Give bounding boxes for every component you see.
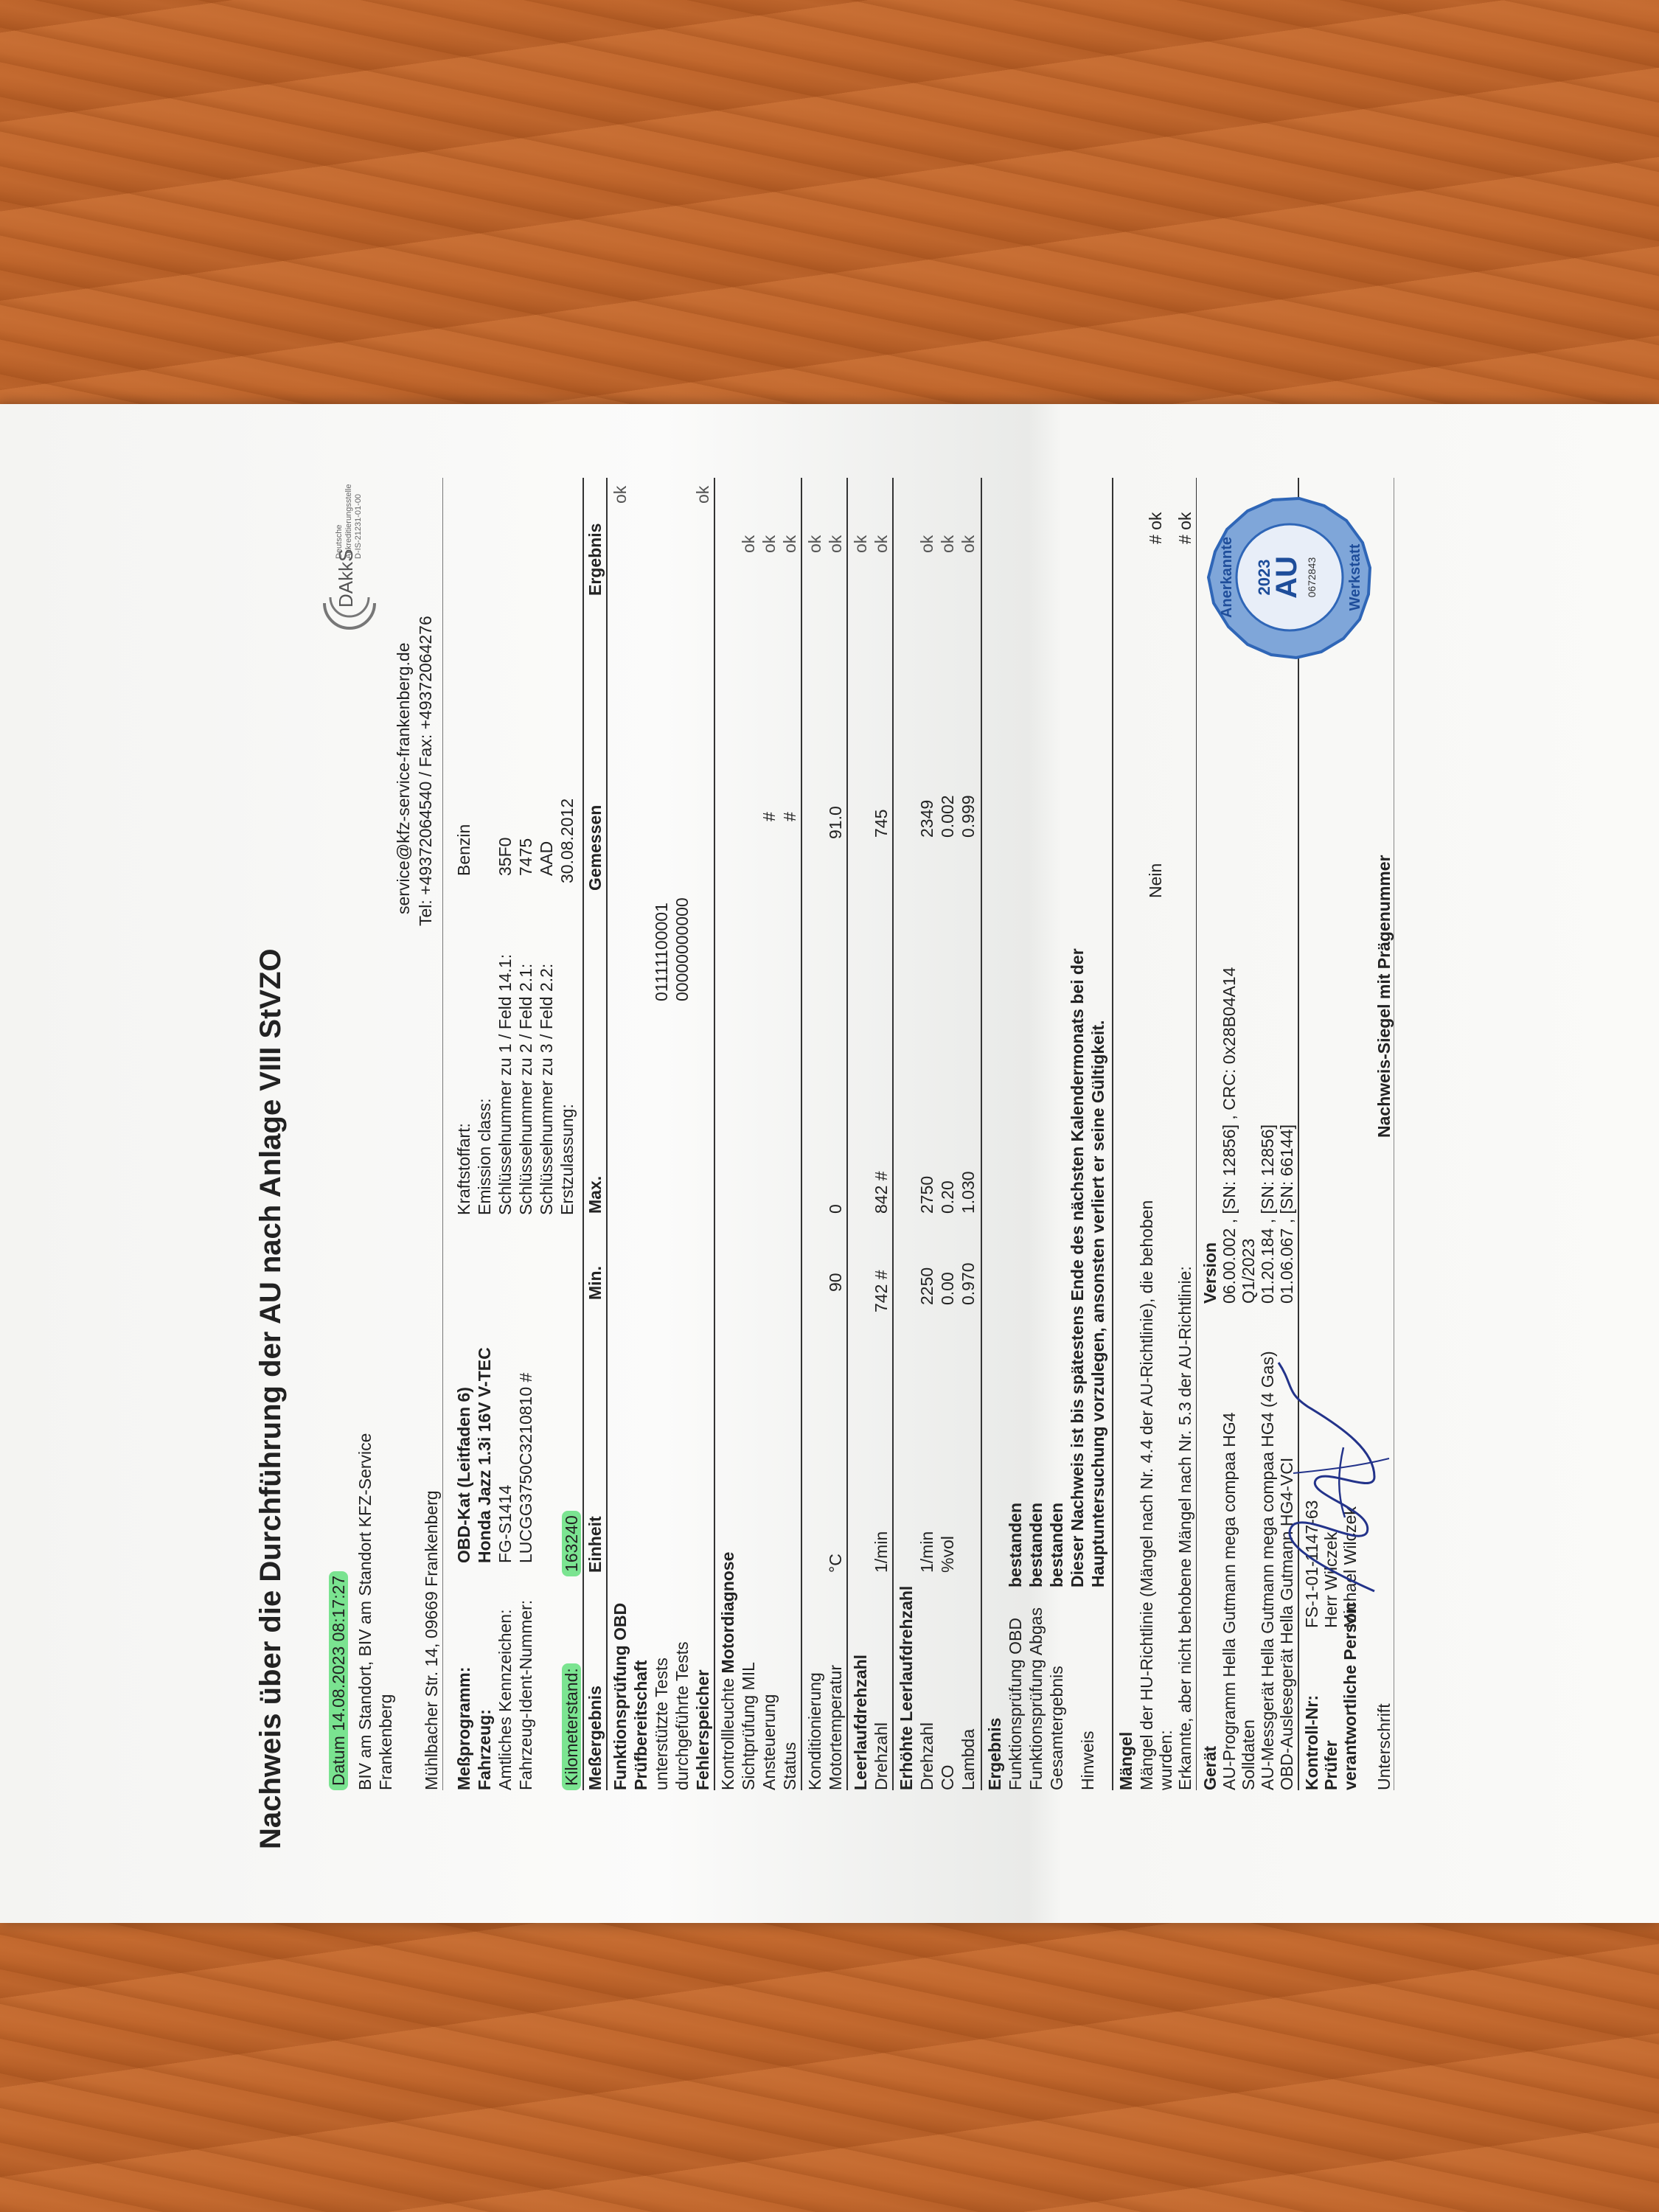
leer-title-result: ok [851,535,870,553]
kond-title-result: ok [805,535,824,553]
ergebnis-abgas-value: bestanden [1026,1502,1046,1587]
header-divider [442,478,443,1790]
signature [1264,1340,1397,1606]
mil-status-result: ok [780,535,799,553]
company-address: Mühlbacher Str. 14, 09669 Frankenberg [422,1490,441,1790]
au-certificate [254,478,1397,1849]
hinweis-line-2: Hauptuntersuchung vorzulegen, ansonsten verliert er seine Gültigkeit. [1088,1020,1107,1587]
header-min: Min. [585,1266,605,1300]
mil-ansteuerung-result: ok [759,535,779,553]
ergebnis-obd-value: bestanden [1006,1502,1025,1587]
hinweis-line-1: Dieser Nachweis ist bis spätestens Ende des nächsten Kalendermonats bei der [1068,948,1087,1587]
mil-status: Status [780,1742,799,1790]
rule-ergebnis [1112,478,1113,1790]
rule-kond [846,478,848,1790]
geraet-obd-auslese: OBD-Auslesegerät Hella Gutmann HG4-VCI [1277,1457,1296,1790]
value-sn2: 7475 [516,838,535,876]
geraet-version-label: Version [1200,1242,1220,1304]
svg-text:Anerkannte: Anerkannte [1219,536,1235,619]
leer-result: ok [872,535,891,553]
header-messergebnis: Meßergebnis [585,1686,605,1790]
label-kennzeichen: Amtliches Kennzeichen: [495,1609,515,1790]
company-line-2: Frankenberg [376,1694,395,1790]
label-sn3: Schlüsselnummer zu 3 / Feld 2.2: [537,963,556,1215]
value-kennzeichen: FG-S1414 [495,1484,515,1563]
label-ident: Fahrzeug-Ident-Nummer: [516,1599,535,1790]
ergebnis-obd-label: Funktionsprüfung OBD [1006,1618,1025,1790]
value-kraftstoff: Benzin [454,824,473,876]
kontroll-nr-label: Kontroll-Nr: [1302,1694,1321,1790]
pruefer-label: Prüfer [1321,1740,1340,1790]
erh-drehzahl-unit: 1/min [917,1531,936,1573]
obd-durchgefuehrt-value: 00000000000 [672,897,692,1001]
geraet-messgeraet-version: 01.20.184 , [SN: 12856] [1258,1124,1277,1304]
value-sn1: 35F0 [495,837,515,876]
label-fahrzeug: Fahrzeug: [475,1709,494,1790]
obd-durchgefuehrt: durchgeführte Tests [672,1641,692,1790]
erh-drehzahl: Drehzahl [917,1722,936,1790]
value-messprogramm: OBD-Kat (Leitfaden 6) [454,1387,473,1563]
geraet-title: Gerät [1200,1745,1220,1790]
maengel-line-2-result: # ok [1175,512,1194,544]
geraet-solldaten-version: Q1/2023 [1239,1238,1258,1304]
kond-temp-max: 0 [826,1204,845,1214]
au-seal [1205,493,1374,662]
geraet-messgeraet: AU-Messgerät Hella Gutmann mega compaa HG4 (4 Gas) [1258,1351,1277,1790]
value-ez: 30.08.2012 [557,798,577,883]
table-top-rule [582,478,584,1790]
kond-temp-unit: °C [826,1554,845,1573]
obd-fehlerspeicher: Fehlerspeicher [693,1669,712,1790]
label-sn1: Schlüsselnummer zu 1 / Feld 14.1: [495,953,515,1215]
maengel-line-2: Erkannte, aber nicht behobene Mängel nach Nr. 5.3 der AU-Richtlinie: [1175,1266,1194,1790]
svg-text:Werkstatt: Werkstatt [1347,543,1363,611]
maengel-line-1b: wurden: [1156,1730,1175,1790]
leer-drehzahl: Drehzahl [872,1722,891,1790]
company-email: service@kfz-service-frankenberg.de [394,642,413,914]
maengel-title: Mängel [1116,1731,1135,1790]
svg-text:AU: AU [1270,556,1303,599]
leer-min: 742 # [872,1270,891,1312]
erh-drehzahl-value: 2349 [917,799,936,838]
rule-maengel [1196,478,1197,1790]
maengel-line-1-result: # ok [1146,512,1165,544]
header-einheit: Einheit [585,1516,605,1573]
leer-title: Leerlaufdrehzahl [851,1654,870,1790]
svg-text:0672843: 0672843 [1306,557,1318,598]
obd-unterstuetzt: unterstützte Tests [652,1658,671,1790]
maengel-line-1: Mängel der HU-Richtlinie (Mängel nach Nr. 4.4 der AU-Richtlinie), die behoben [1137,1200,1156,1790]
company-phone: Tel: +49372064540 / Fax: +49372064276 [416,616,435,926]
maengel-value: Nein [1146,863,1165,898]
erh-lambda-min: 0.970 [959,1262,978,1305]
pruefer-value: Herr Wilczek [1321,1531,1340,1628]
value-ident: LUCGG3750C3210810 # [516,1372,535,1563]
obd-title-result: ok [611,485,630,504]
mil-sicht-result: ok [739,535,758,553]
geraet-solldaten: Solldaten [1239,1719,1258,1790]
header-ergebnis: Ergebnis [585,523,605,596]
geraet-au-programm-version: 06.00.002 , [SN: 12856] , CRC: 0x28B04A14 [1220,967,1239,1304]
ergebnis-gesamt-value: bestanden [1047,1502,1066,1587]
obd-unterstuetzt-value: 01111100001 [652,902,671,1001]
label-emission: Emission class: [475,1098,494,1215]
mil-ansteuerung-value: # [759,812,779,821]
kond-title: Konditionierung [805,1672,824,1790]
mil-status-value: # [780,812,799,821]
rule-obd [714,478,715,1790]
erh-co-unit: %vol [938,1536,957,1573]
siegel-label: Nachweis-Siegel mit Prägenummer [1374,855,1394,1138]
leer-value: 745 [872,809,891,838]
erh-title: Erhöhte Leerlaufdrehzahl [897,1585,916,1790]
erh-lambda-value: 0.999 [959,795,978,838]
geraet-obd-auslese-version: 01.06.067 , [SN: 66144] [1277,1124,1296,1304]
ergebnis-title: Ergebnis [985,1717,1004,1790]
label-sn2: Schlüsselnummer zu 2 / Feld 2.1: [516,963,535,1215]
leer-unit: 1/min [872,1531,891,1573]
value-fahrzeug: Honda Jazz 1.3i 16V V-TEC [475,1347,494,1563]
erh-co-min: 0.00 [938,1272,957,1305]
erh-drehzahl-max: 2750 [917,1175,936,1214]
header-max: Max. [585,1175,605,1214]
erh-lambda: Lambda [959,1728,978,1790]
erh-drehzahl-result: ok [917,535,936,553]
erh-co-result: ok [938,535,957,553]
erh-co: CO [938,1764,957,1790]
value-km: 163240 [562,1511,582,1576]
company-line-1: BIV am Standort, BIV am Standort KFZ-Service [355,1433,375,1790]
obd-title: Funktionsprüfung OBD [611,1602,630,1790]
obd-fehlerspeicher-result: ok [693,485,712,504]
rule-mil [801,478,802,1790]
mil-title: Kontrollleuchte Motordiagnose [718,1551,737,1790]
kond-temp-result: ok [826,535,845,553]
erh-co-max: 0.20 [938,1180,957,1214]
label-kraftstoff: Kraftstoffart: [454,1123,473,1215]
hinweis-label: Hinweis [1078,1731,1097,1790]
geraet-au-programm: AU-Programm Hella Gutmann mega compaa HG4 [1220,1412,1239,1790]
label-km: Kilometerstand: [562,1663,582,1790]
dakks-logo: DAkkS Deutsche Akkreditierungsstelle D-IS-21231-01-00 [320,500,408,633]
rule-erh [981,478,982,1790]
kontroll-nr-value: FS-1-01-1147-63 [1302,1500,1321,1628]
erh-lambda-max: 1.030 [959,1171,978,1214]
verantwortliche-person-value: Michael Wilczek [1340,1506,1360,1628]
leer-max: 842 # [872,1171,891,1214]
mil-ansteuerung: Ansteuerung [759,1694,779,1790]
erh-drehzahl-min: 2250 [917,1267,936,1305]
mil-sicht: Sichtprüfung MIL [739,1662,758,1790]
ergebnis-gesamt-label: Gesamtergebnis [1047,1666,1066,1790]
header-gemessen: Gemessen [585,804,605,891]
erh-lambda-result: ok [959,535,978,553]
unterschrift-label: Unterschrift [1374,1703,1394,1790]
datum: Datum 14.08.2023 08:17:27 [329,1571,349,1790]
ergebnis-abgas-label: Funktionsprüfung Abgas [1026,1607,1046,1790]
label-messprogramm: Meßprogramm: [454,1666,473,1790]
erh-co-value: 0.002 [938,795,957,838]
rule-leer [892,478,894,1790]
svg-text:2023: 2023 [1255,559,1273,596]
kond-temp-min: 90 [826,1273,845,1292]
document-title: Nachweis über die Durchführung der AU nach Anlage VIII StVZO [254,948,287,1849]
kond-temp: Motortemperatur [826,1664,845,1790]
verantwortliche-person-label: verantwortliche Person [1340,1602,1360,1790]
obd-bereitschaft: Prüfbereitschaft [631,1660,650,1790]
kond-temp-value: 91.0 [826,806,845,839]
value-sn3: AAD [537,841,556,876]
header-rule [606,478,608,1790]
label-ez: Erstzulassung: [557,1104,577,1215]
